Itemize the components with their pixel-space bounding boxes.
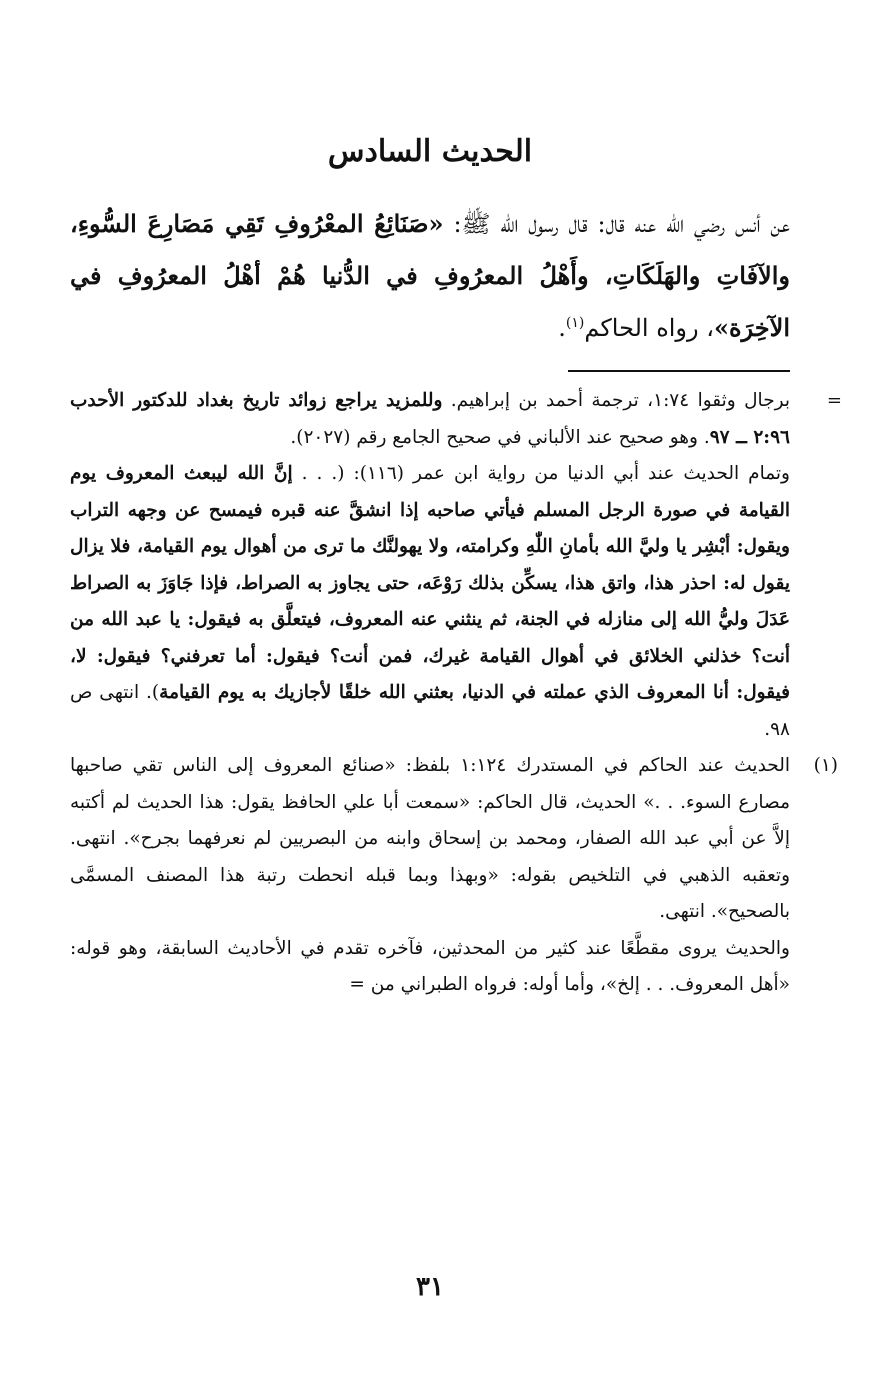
hadith-intro: عن أنس رضي الله عنه قال: قال رسول الله ﷺ: [443, 210, 790, 238]
note-paragraph-3: والحديث يروى مقطَّعًا عند كثير من المحدثين، فآخره تقدم في الأحاديث السابقة، وهو قوله: «أهل المعروف. . . إلخ»، وأما أوله: فرواه الطبراني من = [70, 937, 790, 995]
note-paragraph-1 [70, 383, 790, 456]
hadith-text [70, 198, 790, 354]
footnote-reference: (١) [565, 315, 585, 331]
footnote-1 [70, 748, 838, 931]
book-page [70, 0, 842, 1380]
note-1-tail: . وهو صحيح عند الألباني في صحيح الجامع رقم (٢٠٢٧). [290, 426, 710, 448]
footnotes-section [70, 383, 842, 1004]
page-number: ٣١ [416, 1272, 444, 1302]
note-paragraph-2 [70, 456, 790, 748]
continuation-marker: = [826, 390, 842, 411]
note-2-plain: وتمام الحديث عند أبي الدنيا من رواية ابن عمر (١١٦): (. . . [292, 463, 790, 484]
hadith-matn: «صَنَائِعُ المعْرُوفِ تَقِي مَصَارِعَ السُّوءِ، والآفَاتِ والهَلَكَاتِ، وأَهْلُ المعرُوفِ في الدُّنيا هُمْ أهْلُ المعرُوفِ في الآخِرَة» [70, 209, 790, 342]
note-2-tail: ). انتهى ص ٩٨. [70, 682, 790, 740]
note-1-plain: برجال وثقوا ١:٧٤، ترجمة أحمد بن إبراهيم. [442, 390, 790, 411]
footnote-1-number: (١) [813, 755, 838, 776]
note-1-bold: وللمزيد يراجع زوائد تاريخ بغداد للدكتور الأحدب ٢:٩٦ ــ ٩٧ [70, 390, 790, 448]
chapter-title: الحديث السادس [327, 134, 533, 169]
hadith-end: . [558, 314, 566, 342]
hadith-source: ، رواه الحاكم [584, 314, 714, 342]
footnote-1-text: الحديث عند الحاكم في المستدرك ١:١٢٤ بلفظ: «صنائع المعروف إلى الناس تقي صاحبها مصارع السوء. . .» الحديث، قال الحاكم: «سمعت أبا علي الحافظ يقول: هذا الحديث لم أكتبه إلاَّ عن أبي عبد الله الصفار، ومحمد بن إسحاق وابنه من البصريين لم نعرفهما بجرح». انتهى. وتعقبه الذهبي في التلخيص بقوله: «وبهذا وبما قبله انحطت رتبة هذا المصنف المسمَّى بالصحيح». انتهى. [70, 755, 791, 922]
note-2-bold: إنَّ الله ليبعث المعروف يوم القيامة في صورة الرجل المسلم فيأتي صاحبه إذا انشقَّ عنه قبره فيمسح عن وجهه التراب ويقول: أبْشِر يا وليَّ الله بأمانِ اللّٰهِ وكرامته، ولا يهولنَّك ما ترى من أهوال يوم القيامة، فلا يزال يقول له: احذر هذا، واتق هذا، يسكِّن بذلك رَوْعَه، حتى يجاوز به الصراط، فإذا جَاوَزَ به الصراط عَدَلَ وليُّ الله إلى منازله في الجنة، ثم ينثني عنه المعروف، فيتعلَّق به فيقول: يا عبد الله من أنت؟ خذلني الخلائق في أهوال القيامة غيرك، فمن أنت؟ فيقول: أما تعرفني؟ فيقول: لا، فيقول: أنا المعروف الذي عملته في الدنيا، بعثني الله خلقًا لأجازيك به يوم القيامة [70, 463, 790, 703]
footnote-separator [568, 370, 790, 372]
